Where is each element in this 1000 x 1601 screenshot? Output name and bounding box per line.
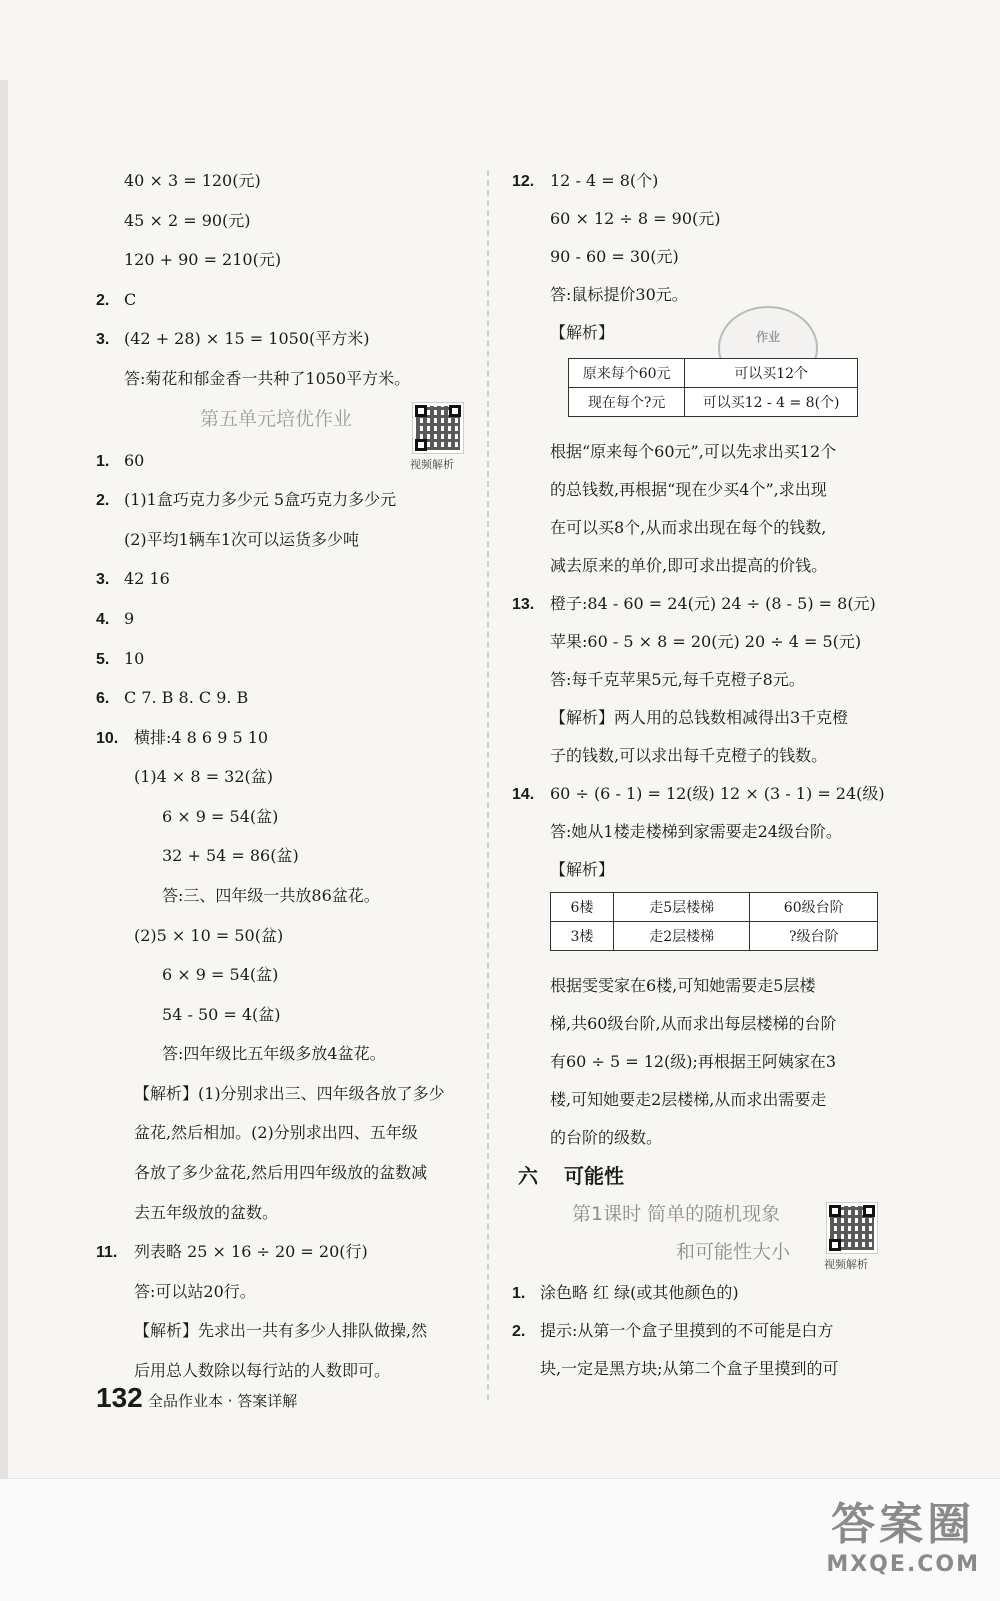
section-title: 可能性 (564, 1164, 624, 1188)
text-line: 6 × 9 = 54(盆) (162, 807, 279, 826)
answer-text: C 7. B 8. C 9. B (124, 688, 249, 707)
text-line: 40 × 3 = 120(元) (124, 171, 261, 190)
question-number: 14. (512, 786, 535, 803)
text-line: (2)5 × 10 = 50(盆) (134, 926, 284, 945)
answer-text: 60 ÷ (6 - 1) = 12(级) 12 × (3 - 1) = 24(级) (550, 784, 885, 803)
analysis-line: 【解析】(1)分别求出三、四年级各放了多少 (134, 1084, 445, 1103)
question-number: 2. (96, 292, 110, 309)
table-row (569, 388, 858, 417)
table-cell: 走2层楼梯 (613, 922, 749, 951)
table-row (569, 359, 858, 388)
question-number: 3. (96, 571, 110, 588)
question-number: 11. (96, 1244, 118, 1261)
analysis-line: 的总钱数,再根据“现在少买4个”,求出现 (550, 480, 827, 499)
answer-text: C (124, 290, 137, 309)
question-number: 10. (96, 730, 119, 747)
table-cell: 可以买12个 (685, 359, 858, 388)
text-line: (2)平均1辆车1次可以运货多少吨 (124, 530, 360, 549)
question-3 (96, 568, 170, 591)
watermark-text: 答案圈 (831, 1499, 976, 1550)
question-1 (512, 1282, 739, 1305)
analysis-line: 后用总人数除以每行站的人数即可。 (134, 1361, 391, 1380)
question-1 (96, 450, 144, 473)
page-left-edge (0, 80, 8, 1500)
qr-code-icon[interactable] (412, 402, 464, 454)
qr-label: 视频解析 (824, 1258, 868, 1271)
question-2 (96, 289, 136, 312)
qr-label: 视频解析 (410, 458, 454, 471)
stairs-table (550, 892, 878, 951)
text-line: 答:她从1楼走楼梯到家需要走24级台阶。 (550, 822, 842, 841)
price-table (568, 358, 858, 417)
analysis-line: 梯,共60级台阶,从而求出每层楼梯的台阶 (550, 1014, 837, 1033)
table-cell: 可以买12 - 4 = 8(个) (685, 388, 858, 417)
question-number: 1. (96, 453, 110, 470)
answer-text: 10 (124, 649, 145, 668)
analysis-line: 根据“原来每个60元”,可以先求出买12个 (550, 442, 837, 461)
analysis-line: 子的钱数,可以求出每千克橙子的钱数。 (550, 746, 828, 765)
lesson-title-line1: 第1课时 简单的随机现象 (572, 1203, 781, 1225)
answer-text: (42 + 28) × 15 = 1050(平方米) (124, 329, 370, 348)
text-line: 90 - 60 = 30(元) (550, 247, 679, 266)
question-11 (96, 1241, 368, 1264)
watermark-url: MXQE.COM (826, 1552, 980, 1577)
answer-text: 提示:从第一个盒子里摸到的不可能是白方 (540, 1321, 834, 1340)
watermark-logo (826, 1488, 980, 1577)
answer-text: 12 - 4 = 8(个) (550, 171, 659, 190)
qr-code-icon[interactable] (826, 1202, 878, 1254)
question-number: 3. (96, 331, 110, 348)
analysis-line: 去五年级放的盆数。 (134, 1203, 279, 1222)
question-number: 13. (512, 596, 535, 613)
answer-text: 42 16 (124, 569, 170, 588)
book-title: 全品作业本 · 答案详解 (148, 1392, 298, 1410)
table-cell: 原来每个60元 (569, 359, 685, 388)
text-line: 答:三、四年级一共放86盆花。 (162, 886, 380, 905)
analysis-line: 盆花,然后相加。(2)分别求出四、五年级 (134, 1123, 418, 1142)
answer-text: (1)1盒巧克力多少元 5盒巧克力多少元 (124, 490, 397, 509)
question-number: 6. (96, 690, 110, 707)
question-4 (96, 608, 134, 631)
answer-text: 9 (124, 609, 135, 628)
text-line: 答:四年级比五年级多放4盆花。 (162, 1044, 386, 1063)
unit-heading: 第五单元培优作业 (200, 408, 353, 430)
homework-stamp-logo: 作业 (718, 306, 818, 390)
analysis-line: 减去原来的单价,即可求出提高的价钱。 (550, 556, 828, 575)
question-number: 2. (96, 492, 110, 509)
page-number: 132 (96, 1382, 143, 1413)
question-number: 4. (96, 611, 110, 628)
text-line: 苹果:60 - 5 × 8 = 20(元) 20 ÷ 4 = 5(元) (550, 632, 862, 651)
text-line: 45 × 2 = 90(元) (124, 211, 251, 230)
question-12 (512, 170, 658, 193)
analysis-line: 各放了多少盆花,然后用四年级放的盆数减 (134, 1163, 428, 1182)
table-cell: ?级台阶 (750, 922, 878, 951)
text-line: 答:鼠标提价30元。 (550, 285, 688, 304)
section-number: 六 (518, 1164, 538, 1188)
question-14 (512, 783, 885, 806)
text-line: 120 + 90 = 210(元) (124, 250, 282, 269)
table-cell: 60级台阶 (750, 893, 878, 922)
table-cell: 6楼 (551, 893, 614, 922)
answer-text: 列表略 25 × 16 ÷ 20 = 20(行) (134, 1242, 368, 1261)
text-line: 答:每千克苹果5元,每千克橙子8元。 (550, 670, 805, 689)
table-row (551, 893, 878, 922)
question-2 (96, 489, 396, 512)
table-cell: 现在每个?元 (569, 388, 685, 417)
text-line: (1)4 × 8 = 32(盆) (134, 767, 274, 786)
text-line: 块,一定是黑方块;从第二个盒子里摸到的可 (540, 1359, 839, 1378)
answer-text: 涂色略 红 绿(或其他颜色的) (540, 1283, 739, 1302)
answer-text: 橙子:84 - 60 = 24(元) 24 ÷ (8 - 5) = 8(元) (550, 594, 876, 613)
lesson-title-line2: 和可能性大小 (676, 1241, 791, 1263)
question-number: 1. (512, 1285, 526, 1302)
analysis-line: 在可以买8个,从而求出现在每个的钱数, (550, 518, 827, 537)
table-cell: 走5层楼梯 (613, 893, 749, 922)
question-5 (96, 648, 144, 671)
text-line: 32 + 54 = 86(盆) (162, 846, 299, 865)
text-line: 60 × 12 ÷ 8 = 90(元) (550, 209, 721, 228)
answer-text: 60 (124, 451, 145, 470)
analysis-line: 有60 ÷ 5 = 12(级);再根据王阿姨家在3 (550, 1052, 837, 1071)
table-cell: 3楼 (551, 922, 614, 951)
analysis-line: 【解析】两人用的总钱数相减得出3千克橙 (550, 708, 849, 727)
question-3 (96, 328, 370, 351)
analysis-label: 【解析】 (550, 323, 615, 342)
question-2 (512, 1320, 833, 1343)
question-6 (96, 687, 248, 710)
text-line: 6 × 9 = 54(盆) (162, 965, 279, 984)
question-number: 2. (512, 1323, 526, 1340)
analysis-line: 【解析】先求出一共有多少人排队做操,然 (134, 1321, 428, 1340)
analysis-line: 的台阶的级数。 (550, 1128, 663, 1147)
question-10 (96, 727, 268, 750)
column-divider (487, 170, 489, 1400)
text-line: 54 - 50 = 4(盆) (162, 1005, 281, 1024)
answer-text: 横排:4 8 6 9 5 10 (134, 728, 269, 747)
question-number: 5. (96, 651, 110, 668)
analysis-label: 【解析】 (550, 860, 615, 879)
text-line: 答:可以站20行。 (134, 1282, 256, 1301)
analysis-line: 根据雯雯家在6楼,可知她需要走5层楼 (550, 976, 816, 995)
question-13 (512, 593, 876, 616)
text-line: 答:菊花和郁金香一共种了1050平方米。 (124, 369, 411, 388)
analysis-line: 楼,可知她要走2层楼梯,从而求出需要走 (550, 1090, 827, 1109)
table-row (551, 922, 878, 951)
question-number: 12. (512, 173, 535, 190)
